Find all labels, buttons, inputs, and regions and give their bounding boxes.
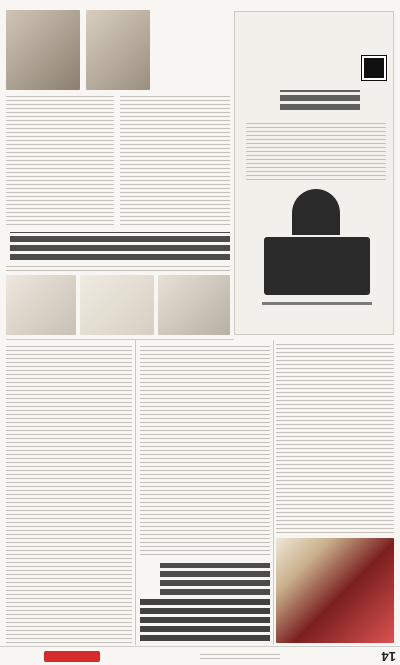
photo-caption: [6, 265, 230, 271]
photo-3: [6, 275, 76, 335]
masthead-logo: [44, 651, 100, 662]
photo-1: [158, 275, 230, 335]
headline-sub: [160, 563, 270, 595]
ad-product-base: [292, 189, 340, 235]
ad-product-frame: [262, 302, 372, 305]
page-number: 14: [381, 649, 396, 664]
lower-text-left: [120, 95, 230, 225]
photo-2: [80, 275, 154, 335]
section-divider: [6, 339, 234, 340]
column-divider-1: [273, 340, 274, 645]
protest-photo: [276, 538, 394, 643]
photo-4: [86, 10, 150, 90]
article-text-right: [6, 343, 132, 643]
lower-text-right: [6, 95, 114, 225]
ad-caption: [246, 120, 386, 180]
ad-qr-code: [362, 56, 386, 80]
header-date-line: [200, 653, 280, 659]
article-text-column: [276, 343, 394, 533]
headline-main: [140, 599, 270, 641]
ad-brand-logo: [280, 90, 360, 110]
lower-headline: [10, 232, 230, 260]
article-text-center: [140, 343, 270, 555]
photo-5: [6, 10, 80, 90]
column-divider-2: [135, 340, 136, 645]
ad-product-image: [264, 237, 370, 295]
